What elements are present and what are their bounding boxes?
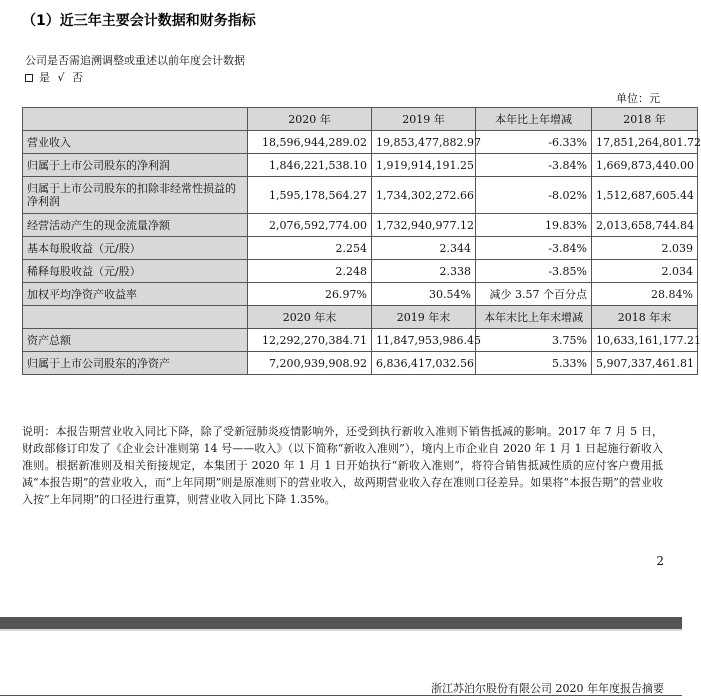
row-label: 归属于上市公司股东的净利润 [23,154,248,177]
restatement-question: 公司是否需追溯调整或重述以前年度会计数据 [25,54,245,67]
option-yes: 是 [39,71,50,84]
table-cell: 19.83% [476,214,592,237]
page-number: 2 [656,554,664,568]
table-cell: -3.85% [476,260,592,283]
header-cell: 2019 年末 [372,306,476,329]
table-cell: 11,847,953,986.45 [372,329,476,352]
table-cell: -3.84% [476,154,592,177]
table-cell: 17,851,264,801.72 [592,131,698,154]
table-cell: 2.338 [372,260,476,283]
row-label: 加权平均净资产收益率 [23,283,248,306]
table-cell: 18,596,944,289.02 [248,131,372,154]
unit-label: 单位：元 [616,92,660,105]
table-cell: 5.33% [476,352,592,375]
page-divider-shadow [0,629,682,631]
table-row [23,154,698,177]
row-label: 稀释每股收益（元/股） [23,260,248,283]
table-header-row [23,306,698,329]
row-label: 归属于上市公司股东的净资产 [23,352,248,375]
header-cell: 2018 年末 [592,306,698,329]
table-cell: 1,595,178,564.27 [248,177,372,214]
header-cell: 2020 年 [248,108,372,131]
table-row [23,329,698,352]
table-cell: 3.75% [476,329,592,352]
table-cell: 1,919,914,191.25 [372,154,476,177]
table-cell: 5,907,337,461.81 [592,352,698,375]
table-cell: 30.54% [372,283,476,306]
table-cell: 2,076,592,774.00 [248,214,372,237]
report-footer: 浙江苏泊尔股份有限公司 2020 年年度报告摘要 [431,682,664,695]
table-cell: 10,633,161,177.21 [592,329,698,352]
table-row [23,214,698,237]
table-cell: 1,734,302,272.66 [372,177,476,214]
row-label: 营业收入 [23,131,248,154]
header-cell: 2020 年末 [248,306,372,329]
table-cell: 19,853,477,882.97 [372,131,476,154]
row-label: 资产总额 [23,329,248,352]
table-row [23,260,698,283]
row-label: 基本每股收益（元/股） [23,237,248,260]
table-cell: -6.33% [476,131,592,154]
table-row [23,352,698,375]
table-row [23,131,698,154]
option-no: 否 [72,71,84,84]
checkbox-icon [25,74,33,82]
table-cell: 6,836,417,032.56 [372,352,476,375]
footer-rule [0,695,682,696]
section-title: （1）近三年主要会计数据和财务指标 [22,13,256,29]
table-cell: 2.039 [592,237,698,260]
financial-data-table [22,107,701,375]
table-cell: 7,200,939,908.92 [248,352,372,375]
table-row [23,283,698,306]
page-divider [0,617,682,629]
header-cell: 2019 年 [372,108,476,131]
row-label: 经营活动产生的现金流量净额 [23,214,248,237]
table-cell: 28.84% [592,283,698,306]
table-cell: 2,013,658,744.84 [592,214,698,237]
checkmark-icon: √ [57,71,65,84]
table-cell: -3.84% [476,237,592,260]
header-cell: 本年末比上年末增减 [476,306,592,329]
table-cell: 26.97% [248,283,372,306]
header-cell [23,306,248,329]
row-label: 归属于上市公司股东的扣除非经常性损益的净利润 [23,177,248,214]
header-cell: 本年比上年增减 [476,108,592,131]
restatement-answer [25,69,83,85]
table-cell: 1,669,873,440.00 [592,154,698,177]
table-cell: 2.344 [372,237,476,260]
table-cell: -8.02% [476,177,592,214]
header-cell: 2018 年 [592,108,698,131]
table-cell: 12,292,270,384.71 [248,329,372,352]
explanatory-note: 说明：本报告期营业收入同比下降，除了受新冠肺炎疫情影响外，还受到执行新收入准则下销售抵减的影响。2017 年 7 月 5 日，财政部修订印发了《企业会计准则第 14 号——收入》（以下简称“新收入准则”），境内上市企业自 2020 年 1 月 1 日起施行新收入准则。根据新准则及相关衔接规定，本集团于 2020 年 1 月 1 日开始执行“新收入准则”，将符合销售抵减性质的应付客户费用抵减“本报告期”的营业收入，而“上年同期”则是原准则下的营业收入，故两期营业收入存在准则口径差异。如果将“本报告期”的营业收入按“上年同期”的口径进行重算，则营业收入同比下降 1.35%。 [22,425,663,506]
table-cell: 减少 3.57 个百分点 [476,283,592,306]
table-cell: 1,512,687,605.44 [592,177,698,214]
table-cell: 2.034 [592,260,698,283]
table-cell: 1,846,221,538.10 [248,154,372,177]
table-cell: 1,732,940,977.12 [372,214,476,237]
table-row [23,177,698,214]
table-cell: 2.254 [248,237,372,260]
table-header-row [23,108,698,131]
table-cell: 2.248 [248,260,372,283]
table-row [23,237,698,260]
header-cell [23,108,248,131]
